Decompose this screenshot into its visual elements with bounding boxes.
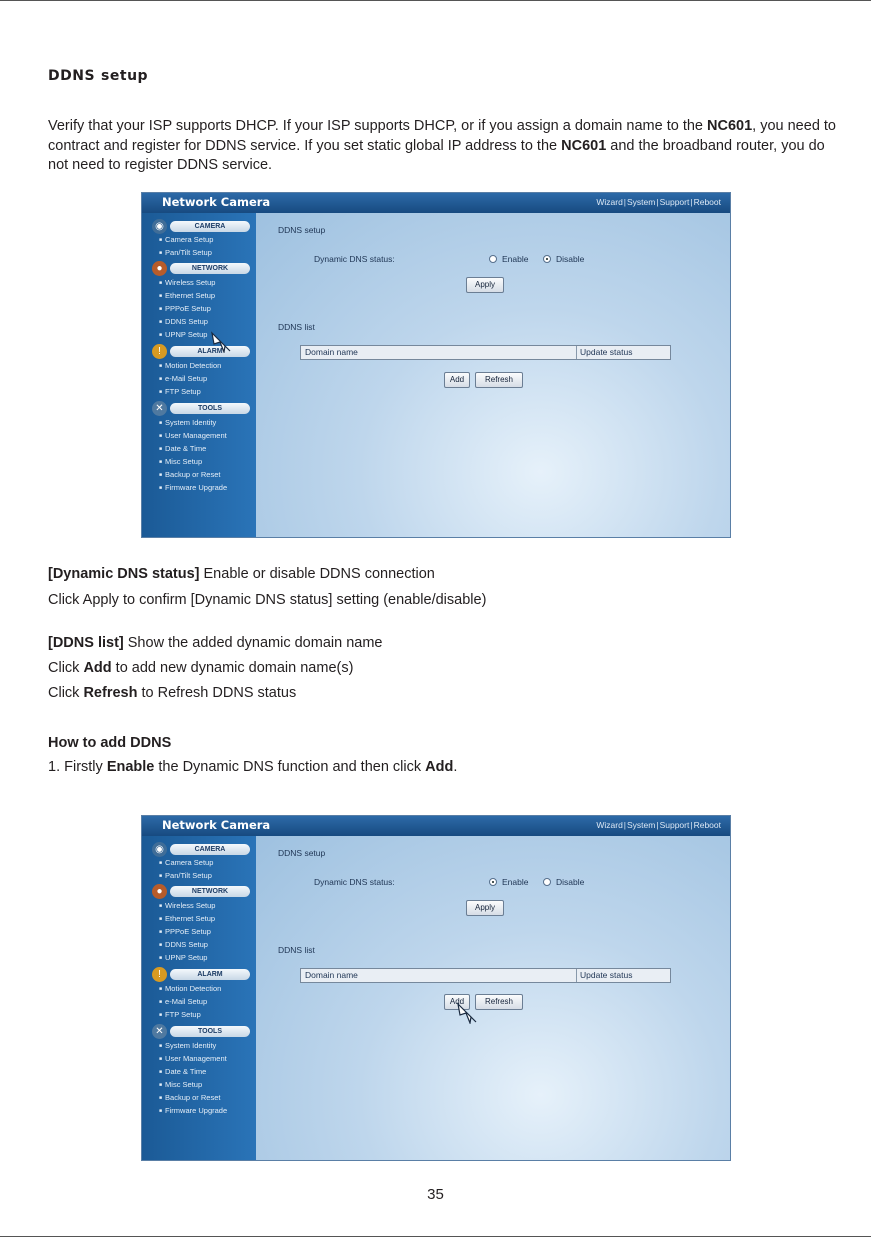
top-links: Wizard|System|Support|Reboot (596, 197, 721, 207)
alarm-icon: ! (152, 967, 167, 982)
sidebar (142, 213, 256, 537)
status-label: Dynamic DNS status: (314, 254, 395, 264)
click-word: Click (48, 685, 84, 701)
app-title: Network Camera (162, 195, 271, 209)
sidebar (142, 836, 256, 1160)
sidebar-item-ethernet-setup[interactable]: ■ Ethernet Setup (159, 291, 215, 300)
section-label: TOOLS (170, 1026, 250, 1037)
add-term: Add (83, 660, 112, 676)
sidebar-item-firmware-upgrade[interactable]: ■ Firmware Upgrade (159, 1106, 227, 1115)
refresh-text: to Refresh DDNS status (137, 685, 297, 701)
click-word: Click (48, 660, 84, 676)
link-wizard[interactable]: Wizard (596, 197, 623, 207)
sidebar-item-backup-reset[interactable]: ■ Backup or Reset (159, 470, 220, 479)
app-titlebar (142, 193, 730, 213)
sidebar-item-camera-setup[interactable]: ■ Camera Setup (159, 858, 213, 867)
disable-radio[interactable] (543, 255, 551, 263)
enable-label: Enable (502, 877, 529, 887)
step1-text-b: the Dynamic DNS function and then click (154, 759, 426, 775)
disable-label: Disable (556, 254, 585, 264)
step1-enable: Enable (106, 759, 155, 775)
alarm-icon: ! (152, 344, 167, 359)
ddns-list-header (300, 968, 671, 983)
camera-icon: ◉ (152, 219, 167, 234)
sidebar-item-system-identity[interactable]: ■ System Identity (159, 418, 216, 427)
ddns-list-title: DDNS list (278, 945, 315, 955)
arrow-cursor-icon (456, 1002, 478, 1024)
sidebar-item-user-management[interactable]: ■ User Management (159, 1054, 227, 1063)
sidebar-item-upnp-setup[interactable]: ■ UPNP Setup (159, 953, 207, 962)
app-title: Network Camera (162, 818, 271, 832)
content-area (256, 213, 730, 537)
tools-icon: ✕ (152, 401, 167, 416)
sidebar-item-camera-setup[interactable]: ■ Camera Setup (159, 235, 213, 244)
top-links: Wizard|System|Support|Reboot (596, 820, 721, 830)
sidebar-item-ftp-setup[interactable]: ■ FTP Setup (159, 387, 201, 396)
col-update-status: Update status (580, 970, 633, 980)
status-term: [Dynamic DNS status] (48, 566, 200, 582)
ddns-list-header (300, 345, 671, 360)
globe-icon: ● (152, 884, 167, 899)
link-reboot[interactable]: Reboot (693, 197, 721, 207)
apply-button[interactable]: Apply (466, 277, 504, 293)
enable-label: Enable (502, 254, 529, 264)
column-divider (576, 969, 577, 982)
link-system[interactable]: System (627, 197, 656, 207)
section-label: TOOLS (170, 403, 250, 414)
col-domain-name: Domain name (305, 970, 358, 980)
disable-label: Disable (556, 877, 585, 887)
link-reboot[interactable]: Reboot (693, 820, 721, 830)
sidebar-item-date-time[interactable]: ■ Date & Time (159, 1067, 206, 1076)
sidebar-item-user-management[interactable]: ■ User Management (159, 431, 227, 440)
column-divider (576, 346, 577, 359)
section-label: ALARM (170, 346, 250, 357)
sidebar-item-pan-tilt-setup[interactable]: ■ Pan/Tilt Setup (159, 871, 212, 880)
refresh-term: Refresh (83, 685, 138, 701)
section-heading (48, 68, 148, 84)
add-button[interactable]: Add (444, 372, 470, 388)
link-support[interactable]: Support (659, 820, 690, 830)
col-update-status: Update status (580, 347, 633, 357)
sidebar-item-motion-detection[interactable]: ■ Motion Detection (159, 361, 221, 370)
page-number: 35 (427, 1186, 444, 1203)
sidebar-item-wireless-setup[interactable]: ■ Wireless Setup (159, 278, 215, 287)
col-domain-name: Domain name (305, 347, 358, 357)
add-description (48, 659, 353, 678)
step1-add: Add (425, 759, 454, 775)
sidebar-item-misc-setup[interactable]: ■ Misc Setup (159, 457, 202, 466)
refresh-description (48, 684, 296, 703)
sidebar-item-date-time[interactable]: ■ Date & Time (159, 444, 206, 453)
section-label: CAMERA (170, 221, 250, 232)
section-label: NETWORK (170, 263, 250, 274)
refresh-button[interactable]: Refresh (475, 994, 523, 1010)
enable-radio[interactable] (489, 878, 497, 886)
enable-radio[interactable] (489, 255, 497, 263)
sidebar-item-wireless-setup[interactable]: ■ Wireless Setup (159, 901, 215, 910)
top-rule (0, 0, 871, 1)
disable-radio[interactable] (543, 878, 551, 886)
apply-button[interactable]: Apply (466, 900, 504, 916)
section-label: ALARM (170, 969, 250, 980)
heading-word-ddns: DDNS (48, 68, 96, 84)
section-label: CAMERA (170, 844, 250, 855)
sidebar-item-ddns-setup[interactable]: ■ DDNS Setup (159, 940, 208, 949)
intro-paragraph (48, 117, 838, 176)
add-text: to add new dynamic domain name(s) (111, 660, 354, 676)
refresh-button[interactable]: Refresh (475, 372, 523, 388)
screenshot-ddns-disabled (141, 192, 731, 538)
section-label: NETWORK (170, 886, 250, 897)
status-text: Enable or disable DDNS connection (199, 566, 435, 582)
sidebar-item-pppoe-setup[interactable]: ■ PPPoE Setup (159, 304, 211, 313)
sidebar-item-pan-tilt-setup[interactable]: ■ Pan/Tilt Setup (159, 248, 212, 257)
ddns-setup-title: DDNS setup (278, 225, 326, 235)
link-wizard[interactable]: Wizard (596, 820, 623, 830)
status-description (48, 565, 435, 584)
camera-icon: ◉ (152, 842, 167, 857)
sidebar-item-email-setup[interactable]: ■ e-Mail Setup (159, 997, 207, 1006)
list-text: Show the added dynamic domain name (123, 635, 383, 651)
tools-icon: ✕ (152, 1024, 167, 1039)
intro-text-3: and the broadband router, you do not need to register DDNS service. (48, 137, 825, 173)
sidebar-item-pppoe-setup[interactable]: ■ PPPoE Setup (159, 927, 211, 936)
step1-end: . (453, 759, 458, 775)
globe-icon: ● (152, 261, 167, 276)
arrow-cursor-icon (210, 331, 232, 353)
sidebar-item-firmware-upgrade[interactable]: ■ Firmware Upgrade (159, 483, 227, 492)
sidebar-item-ethernet-setup[interactable]: ■ Ethernet Setup (159, 914, 215, 923)
sidebar-item-motion-detection[interactable]: ■ Motion Detection (159, 984, 221, 993)
sidebar-item-ddns-setup[interactable]: ■ DDNS Setup (159, 317, 208, 326)
heading-word-setup: setup (101, 68, 149, 84)
list-term: [DDNS list] (48, 635, 124, 651)
intro-model-2: NC601 (561, 137, 607, 154)
ddns-setup-title: DDNS setup (278, 848, 326, 858)
sidebar-item-system-identity[interactable]: ■ System Identity (159, 1041, 216, 1050)
sidebar-item-ftp-setup[interactable]: ■ FTP Setup (159, 1010, 201, 1019)
intro-text-2: , you need to contract and register for DDNS service. If you set static global IP address to the (48, 118, 836, 154)
sidebar-item-upnp-setup[interactable]: ■ UPNP Setup (159, 330, 207, 339)
step1-text-a: 1. Firstly (48, 759, 107, 775)
screenshot-ddns-enabled (141, 815, 731, 1161)
app-titlebar (142, 816, 730, 836)
sidebar-item-email-setup[interactable]: ■ e-Mail Setup (159, 374, 207, 383)
ddns-list-title: DDNS list (278, 322, 315, 332)
intro-model-1: NC601 (707, 118, 753, 134)
sidebar-item-misc-setup[interactable]: ■ Misc Setup (159, 1080, 202, 1089)
howto-title: How to add DDNS (48, 735, 172, 751)
link-system[interactable]: System (627, 820, 656, 830)
add-button[interactable]: Add (444, 994, 470, 1010)
link-support[interactable]: Support (659, 197, 690, 207)
status-label: Dynamic DNS status: (314, 877, 395, 887)
intro-text-1: Verify that your ISP supports DHCP. If your ISP supports DHCP, or if you assign a domain name to the (48, 118, 703, 134)
list-description (48, 634, 382, 653)
sidebar-item-backup-reset[interactable]: ■ Backup or Reset (159, 1093, 220, 1102)
bottom-rule (0, 1236, 871, 1237)
apply-description: Click Apply to confirm [Dynamic DNS status] setting (enable/disable) (48, 592, 487, 608)
content-area (256, 836, 730, 1160)
howto-step-1 (48, 758, 457, 777)
